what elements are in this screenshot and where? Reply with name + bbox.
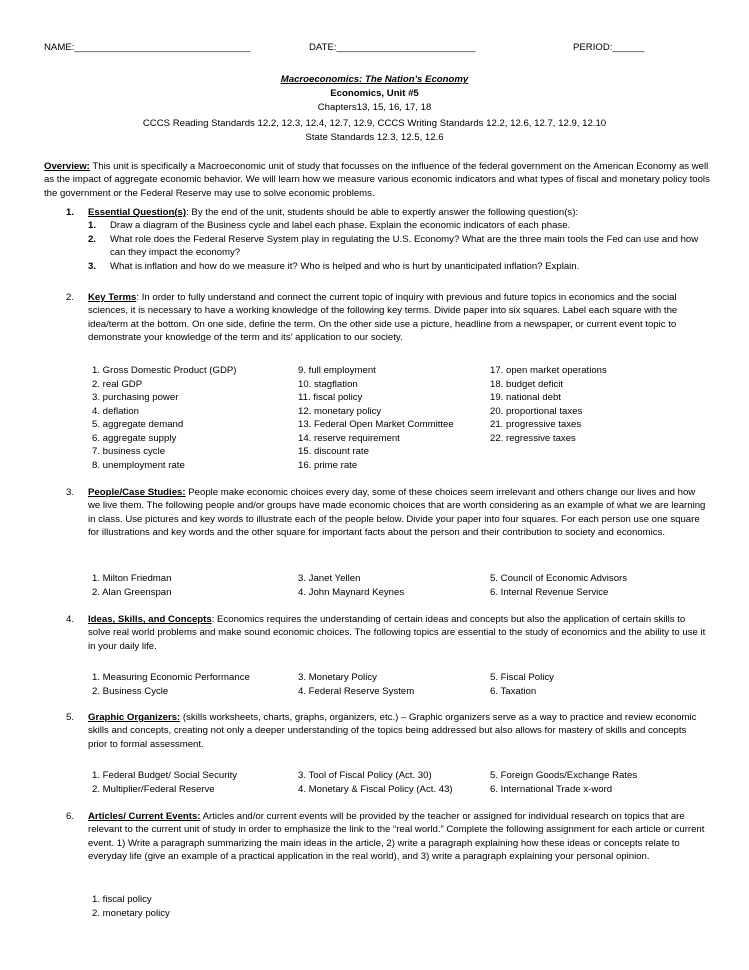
list-item: 2. Business Cycle	[92, 685, 169, 697]
date-field: DATE:__________________________	[309, 42, 476, 53]
overview-text: This unit is specifically a Macroeconomic unit of study that focusses on the influence of the federal government on the American Economy as well as the impact of aggregate economic behavior. We will learn how we measure various economic indicators and what types of fiscal and monetary policy tools the government or the Federal Reserve may use to solve economic problems.	[44, 161, 710, 199]
section-number: 5.	[66, 712, 75, 723]
section-label: Essential Question(s)	[88, 207, 187, 218]
question-list	[88, 219, 708, 273]
list-item: 3. purchasing power	[92, 392, 179, 403]
term-column-3	[490, 364, 607, 445]
list-item: 22. regressive taxes	[490, 432, 576, 444]
organizers-column-1	[92, 769, 237, 796]
section-ideas-skills-concepts	[44, 613, 712, 653]
list-item: 1. Measuring Economic Performance	[92, 672, 250, 683]
list-item: 9. full employment	[298, 365, 376, 376]
list-item: 4. Federal Reserve System	[298, 685, 415, 697]
standards-line-1: CCCS Reading Standards 12.2, 12.3, 12.4, 12.7, 12.9, CCCS Writing Standards 12.2, 12.6, 12.7, 12.9, 12.10	[142, 118, 607, 129]
list-item: 6. International Trade x-word	[490, 783, 613, 795]
section-articles-current-events	[44, 810, 712, 864]
list-item: 3. Janet Yellen	[298, 573, 361, 584]
list-item: 14. reserve requirement	[298, 432, 400, 444]
section-graphic-organizers	[44, 711, 712, 751]
list-item: 3. Tool of Fiscal Policy (Act. 30)	[298, 770, 432, 781]
list-item: 12. monetary policy	[298, 405, 382, 417]
ideas-column-2	[298, 671, 414, 698]
list-item: 11. fiscal policy	[298, 392, 363, 403]
list-item: 6. Taxation	[490, 685, 537, 697]
list-item: 4. John Maynard Keynes	[298, 586, 405, 598]
section-text: Articles and/or current events will be provided by the teacher or assigned for individual research on topics that are relevant to the current unit of study in order to emphasize the link to the “real world.” Complete the following assignment for each article or current event. 1) Write a paragraph summarizing the main ideas in the article, 2) write a paragraph explaining how these ideas or concepts relate to everyday life (give an example of a practical application in the real world), and 3) write a paragraph explaining your personal opinion.	[88, 811, 705, 863]
chapters-line: Chapters13, 15, 16, 17, 18	[317, 102, 432, 113]
section-text: : Economics requires the understanding of certain ideas and concepts but also the application of certain skills to solve real world problems and make sound economic choices. The following topics are essential to the study of economics and the ability to use it in your daily life.	[88, 614, 706, 652]
standards-line-2: State Standards 12.3, 12.5, 12.6	[305, 132, 444, 143]
organizers-column-3	[490, 769, 637, 796]
overview-paragraph	[44, 160, 712, 200]
organizers-column-2	[298, 769, 453, 796]
section-label: Ideas, Skills, and Concepts	[88, 614, 212, 625]
list-item: 5. Foreign Goods/Exchange Rates	[490, 770, 638, 781]
list-item: 5. Fiscal Policy	[490, 672, 554, 683]
list-item: 4. Monetary & Fiscal Policy (Act. 43)	[298, 783, 453, 795]
section-label: Key Terms	[88, 292, 137, 303]
section-number: 2.	[66, 292, 75, 303]
list-item: 2. Alan Greenspan	[92, 586, 172, 598]
list-item: 3. Monetary Policy	[298, 672, 377, 683]
list-item: 1. Milton Friedman	[92, 573, 172, 584]
overview-label: Overview:	[44, 161, 90, 172]
section-number: 4.	[66, 614, 75, 625]
ideas-column-3	[490, 671, 554, 698]
list-item: 5. Council of Economic Advisors	[490, 573, 628, 584]
articles-column-1	[92, 893, 170, 920]
term-column-2	[298, 364, 454, 472]
list-item: 13. Federal Open Market Committee	[298, 419, 454, 430]
section-label: Graphic Organizers:	[88, 712, 181, 723]
list-item: 2. Multiplier/Federal Reserve	[92, 783, 215, 795]
list-item: 16. prime rate	[298, 459, 358, 471]
list-item: 2. real GDP	[92, 378, 143, 390]
list-item: 1. Draw a diagram of the Business cycle and label each phase. Explain the economic indicators of each phase.	[88, 220, 571, 232]
list-item: 2. What role does the Federal Reserve System play in regulating the U.S. Economy? What are the three main tools the Fed can use and how can they impact the economy?	[88, 233, 699, 259]
list-item: 10. stagflation	[298, 378, 358, 390]
list-item: 2. monetary policy	[92, 907, 170, 919]
people-column-1	[92, 572, 171, 599]
section-number: 3.	[66, 487, 75, 498]
section-people-case-studies	[44, 486, 712, 540]
section-label: Articles/ Current Events:	[88, 811, 201, 822]
list-item: 21. progressive taxes	[490, 419, 582, 430]
section-text: (skills worksheets, charts, graphs, organizers, etc.) – Graphic organizers serve as a way to practice and review economic skills and concepts, creating not only a deeper understanding of the topics being addressed but also allows for mastery of skills and concepts prior to formal assessment.	[88, 712, 697, 750]
list-item: 4. deflation	[92, 405, 139, 417]
list-item: 19. national debt	[490, 392, 561, 403]
list-item: 20. proportional taxes	[490, 405, 583, 417]
list-item: 17. open market operations	[490, 365, 607, 376]
list-item: 5. aggregate demand	[92, 419, 184, 430]
list-item: 7. business cycle	[92, 446, 166, 457]
document-title: Macroeconomics: The Nation’s Economy	[280, 74, 469, 85]
name-field: NAME:_________________________________	[44, 42, 251, 53]
list-item: 6. aggregate supply	[92, 432, 177, 444]
term-column-1	[92, 364, 236, 472]
list-item: 8. unemployment rate	[92, 459, 185, 471]
section-label: People/Case Studies:	[88, 487, 186, 498]
list-item: 3. What is inflation and how do we measure it? Who is helped and who is hurt by unanticipated inflation? Explain.	[88, 260, 580, 272]
people-column-3	[490, 572, 627, 599]
section-key-terms	[44, 291, 712, 345]
section-text: : By the end of the unit, students should be able to expertly answer the following question(s):	[186, 207, 579, 218]
list-item: 15. discount rate	[298, 446, 369, 457]
ideas-column-1	[92, 671, 250, 698]
list-item: 1. fiscal policy	[92, 894, 152, 905]
list-item: 6. Internal Revenue Service	[490, 586, 609, 598]
list-item: 1. Federal Budget/ Social Security	[92, 770, 238, 781]
unit-subtitle: Economics, Unit #5	[330, 88, 419, 99]
people-column-2	[298, 572, 404, 599]
period-field: PERIOD:______	[573, 42, 645, 53]
list-item: 1. Gross Domestic Product (GDP)	[92, 365, 237, 376]
section-essential-questions	[44, 206, 712, 273]
section-number: 1.	[66, 207, 75, 218]
list-item: 18. budget deficit	[490, 378, 564, 390]
section-text: : In order to fully understand and connect the current topic of inquiry with previous and future topics in economics and the social sciences, it is necessary to have a working knowledge of the following key terms. Divide paper into six squares. Label each square with the idea/term at the bottom. On one side, define the term. On the other side use a picture, headline from a newspaper, or current event topic to demonstrate your knowledge of the term and its’ application to our society.	[88, 292, 678, 344]
section-text: People make economic choices every day, some of these choices seem irrelevant and others change our lives and how we live them. The following people and/or groups have made economic choices that are worth considering as an example of what we are learning in class. Use pictures and key words to illustrate each of the people below. Divide your paper into four squares. For each person use one square for illustrations and key words and the other square for important facts about the person and their contribution to society and economics.	[88, 487, 706, 539]
section-number: 6.	[66, 811, 75, 822]
